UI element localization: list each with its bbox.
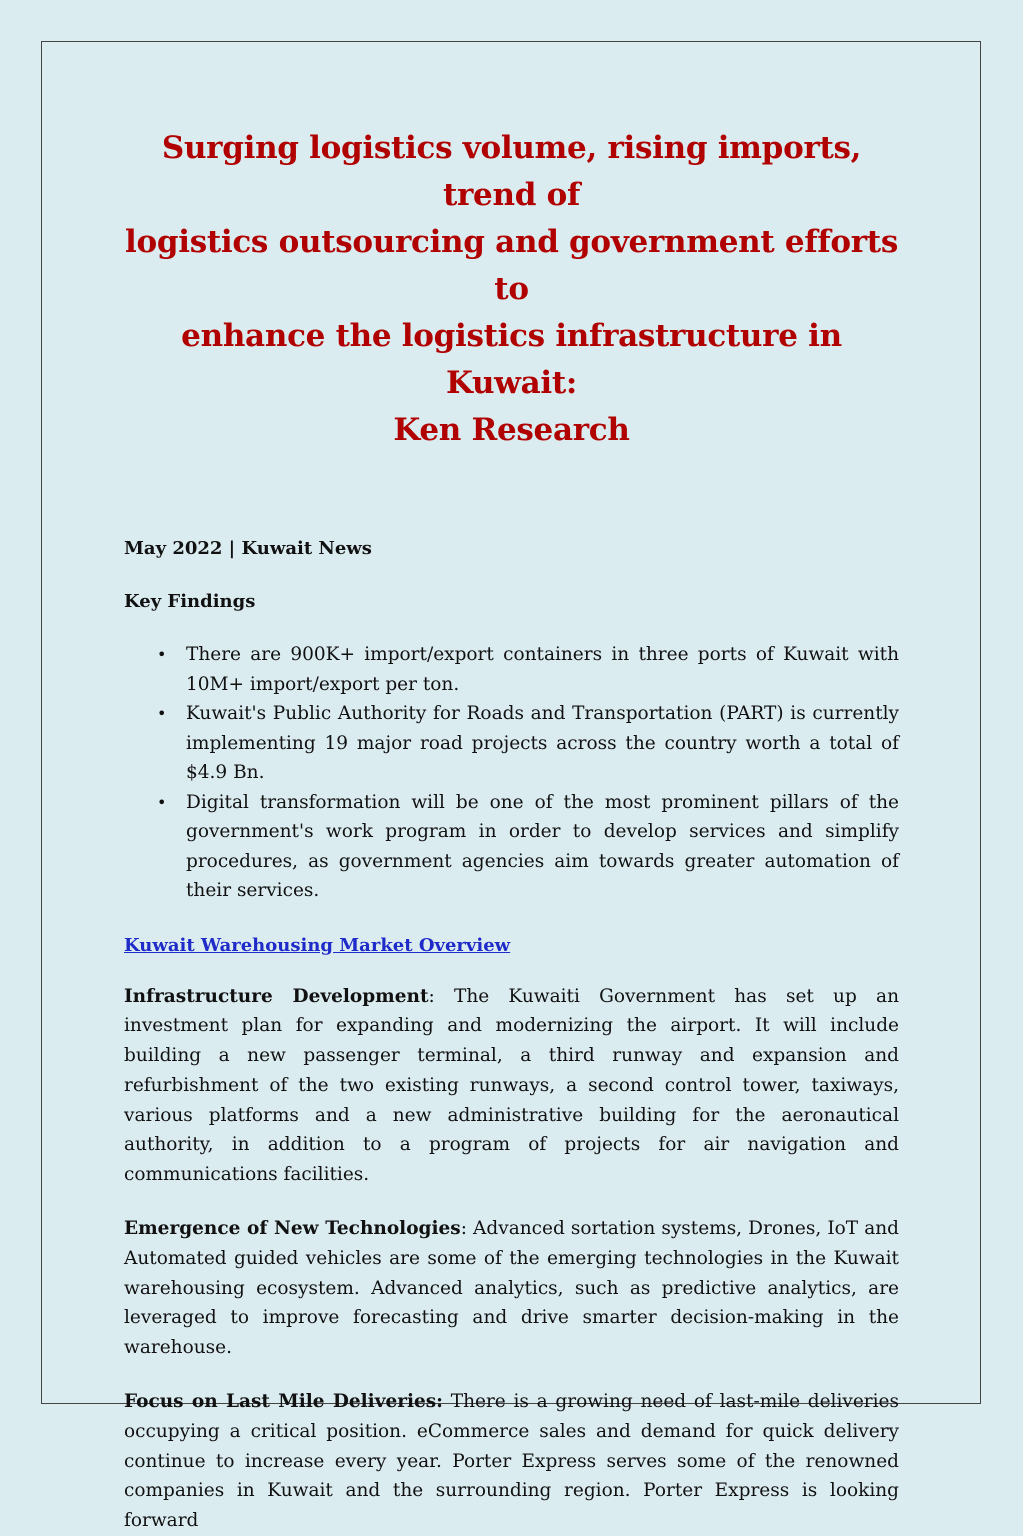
document-title — [124, 125, 899, 454]
list-item — [157, 699, 899, 788]
paragraph-lead: Focus on Last Mile Deliveries: — [124, 1391, 444, 1413]
warehousing-market-overview-link[interactable]: Kuwait Warehousing Market Overview — [124, 934, 511, 956]
document-content — [124, 125, 899, 1536]
bullet-icon: • — [157, 792, 167, 812]
paragraph-lead: Emergence of New Technologies — [124, 1218, 461, 1240]
title-line: logistics outsourcing and government efforts to — [125, 224, 898, 307]
title-line: enhance the logistics infrastructure in Kuwait: — [181, 318, 842, 401]
finding-text: There are 900K+ import/export containers in three ports of Kuwait with 10M+ import/export per ton. — [186, 644, 899, 695]
finding-text: Digital transformation will be one of the most prominent pillars of the government's work program in order to develop services and simplify procedures, as government agencies aim towards greater automation of their services. — [186, 791, 899, 901]
paragraph-text: : Advanced sortation systems, Drones, IoT and Automated guided vehicles are some of the emerging technologies in the Kuwait warehousing ecosystem. Advanced analytics, such as predictive analytics, are leveraged to improve forecasting and drive smarter decision-making in the warehouse. — [124, 1218, 899, 1359]
title-line: Ken Research — [393, 412, 630, 448]
title-line: Surging logistics volume, rising imports, trend of — [161, 130, 862, 213]
paragraph-text: There is a growing need of last-mile deliveries occupying a critical position. eCommerce sales and demand for quick delivery continue to increase every year. Porter Express serves some of the renowned companies in Kuwait and the surrounding region. Porter Express is looking forward — [124, 1391, 899, 1532]
technologies-paragraph — [124, 1214, 899, 1363]
list-item — [157, 640, 899, 699]
paragraph-lead: Infrastructure Development — [124, 985, 429, 1007]
bullet-icon: • — [157, 704, 167, 723]
finding-text: Kuwait's Public Authority for Roads and Transportation (PART) is currently implementing 19 major road projects across the country worth a total of $4.9 Bn. — [186, 703, 899, 783]
paragraph-text: : The Kuwaiti Government has set up an investment plan for expanding and modernizing the airport. It will include building a new passenger terminal, a third runway and expansion and refurbishment of the two existing runways, a second control tower, taxiways, various platforms and a new administrative building for the aeronautical authority, in addition to a program of projects for air navigation and communications facilities. — [124, 985, 899, 1186]
infrastructure-paragraph — [124, 982, 899, 1191]
bullet-icon: • — [157, 645, 167, 664]
last-mile-paragraph — [124, 1387, 899, 1536]
key-findings-heading: Key Findings — [124, 591, 256, 612]
list-item — [157, 788, 899, 906]
key-findings-list — [124, 640, 899, 906]
date-and-category: May 2022 | Kuwait News — [124, 538, 372, 559]
